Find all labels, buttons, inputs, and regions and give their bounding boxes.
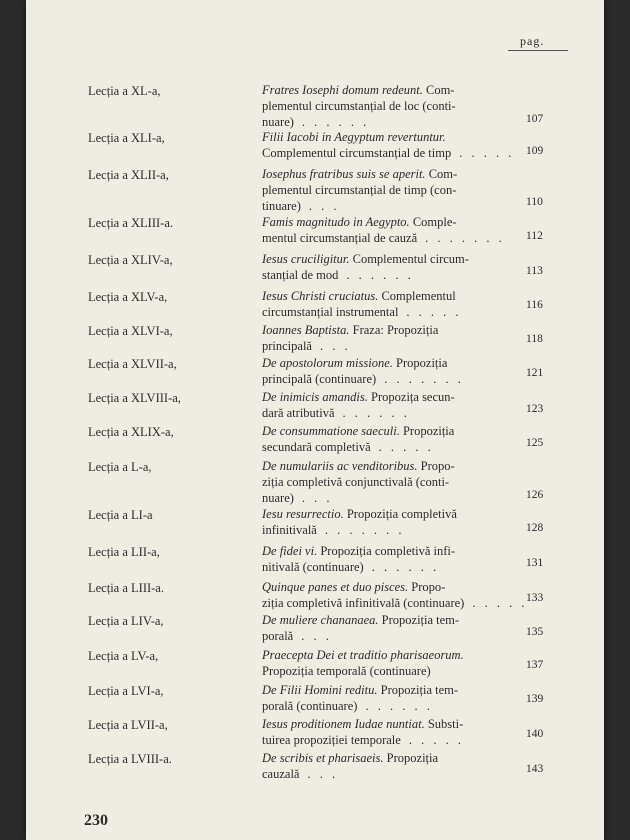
leader-dots: . . . . . . .: [425, 231, 505, 245]
leader-dots: . . . . . .: [301, 115, 370, 129]
page-ref: 143: [526, 763, 544, 775]
lesson-description: [262, 612, 518, 644]
description-text: Complementul: [381, 289, 456, 303]
page-ref: 135: [526, 626, 544, 638]
leader-dots: . . . . . .: [346, 268, 414, 282]
lesson-label: Lecția a XLI-a,: [88, 131, 165, 145]
page-ref: 139: [526, 693, 544, 705]
lesson-title: Filii Iacobi in Aegyptum revertuntur.: [262, 130, 446, 144]
page-ref: 107: [526, 113, 544, 125]
description-text: Propoziția completivă infi-: [320, 544, 456, 558]
page-ref: 128: [526, 522, 544, 534]
description-text: Propoziția tem-: [380, 683, 459, 697]
lesson-label: Lecția a XLIII-a.: [88, 216, 174, 230]
page-ref: 116: [526, 299, 543, 311]
lesson-label: Lecția a LVIII-a.: [88, 752, 172, 766]
book-page: [26, 0, 604, 840]
leader-dots: . . .: [308, 199, 340, 213]
lesson-title: Famis magnitudo in Aegypto.: [262, 215, 410, 229]
leader-dots: . . . . .: [408, 733, 464, 747]
description-text: Propoziția: [402, 424, 455, 438]
lesson-title: De inimicis amandis.: [262, 390, 368, 404]
lesson-description: [262, 129, 518, 161]
description-text: nuare): [262, 491, 294, 505]
leader-dots: . . .: [301, 491, 333, 505]
leader-dots: . . . . .: [378, 440, 434, 454]
lesson-title: Ioannes Baptista.: [262, 323, 350, 337]
lesson-label: Lecția a LIV-a,: [88, 614, 164, 628]
lesson-description: [262, 423, 518, 455]
description-text: infinitivală: [262, 523, 317, 537]
lesson-description: [262, 647, 518, 679]
pag-header: pag.: [520, 34, 545, 48]
description-text: stanțial de mod: [262, 268, 339, 282]
lesson-title: De fidei vi.: [262, 544, 318, 558]
lesson-description: [262, 355, 518, 387]
description-text: Comple-: [412, 215, 457, 229]
lesson-label: Lecția a XLV-a,: [88, 290, 168, 304]
page-ref: 131: [526, 557, 544, 569]
lesson-description: [262, 288, 518, 320]
description-text: Propoziția completivă: [346, 507, 457, 521]
leader-dots: . . . . . . .: [324, 523, 405, 537]
lesson-description: [262, 506, 518, 538]
description-text: Propoziția tem-: [381, 613, 460, 627]
lesson-label: Lecția a XLIX-a,: [88, 425, 174, 439]
lesson-description: [262, 543, 518, 575]
leader-dots: . . . . . . .: [384, 372, 464, 386]
lesson-label: Lecția a LVI-a,: [88, 684, 164, 698]
lesson-title: De Filii Homini reditu.: [262, 683, 378, 697]
description-text: plementul circumstanțial de loc (conti-: [262, 99, 456, 113]
lesson-description: [262, 251, 518, 283]
leader-dots: . . .: [301, 629, 332, 643]
lesson-description: [262, 579, 528, 611]
leader-dots: . . .: [307, 767, 339, 781]
lesson-label: Lecția a LVII-a,: [88, 718, 168, 732]
description-text: ziția completivă conjunctivală (conti-: [262, 475, 450, 489]
leader-dots: . . .: [319, 339, 351, 353]
description-text: Complementul circum-: [352, 252, 469, 266]
description-text: tuirea propoziției temporale: [262, 733, 401, 747]
page-ref: 133: [526, 592, 544, 604]
lesson-title: De consummatione saeculi.: [262, 424, 400, 438]
page-ref: 109: [526, 145, 544, 157]
description-text: Com-: [428, 167, 458, 181]
description-text: Complementul circumstanțial de timp: [262, 146, 452, 160]
lesson-label: Lecția a XLII-a,: [88, 168, 169, 182]
description-text: Fraza: Propoziția: [352, 323, 439, 337]
lesson-label: Lecția a LII-a,: [88, 545, 160, 559]
lesson-label: Lecția a XLVII-a,: [88, 357, 177, 371]
page-ref: 126: [526, 489, 544, 501]
description-text: Propoziția: [386, 751, 439, 765]
page-ref: 121: [526, 367, 544, 379]
description-text: nuare): [262, 115, 294, 129]
lesson-label: Lecția a XLVI-a,: [88, 324, 173, 338]
page-ref: 110: [526, 196, 543, 208]
lesson-title: De muliere chananaea.: [262, 613, 379, 627]
page-ref: 137: [526, 659, 544, 671]
leader-dots: . . . . . .: [342, 406, 410, 420]
leader-dots: . . . . .: [472, 596, 528, 610]
lesson-description: [262, 322, 518, 354]
description-text: plementul circumstanțial de timp (con-: [262, 183, 457, 197]
page-ref: 118: [526, 333, 543, 345]
page-ref: 125: [526, 437, 544, 449]
description-text: Propoziția temporală (continuare): [262, 664, 431, 678]
lesson-description: [262, 682, 518, 714]
lesson-label: Lecția a LI-a: [88, 508, 153, 522]
lesson-label: Lecția a LIII-a.: [88, 581, 164, 595]
lesson-title: De numulariis ac venditoribus.: [262, 459, 418, 473]
lesson-description: [262, 389, 518, 421]
description-text: principală (continuare): [262, 372, 377, 386]
description-text: mentul circumstanțial de cauză: [262, 231, 418, 245]
lesson-description: [262, 750, 518, 782]
lesson-label: Lecția a XL-a,: [88, 84, 161, 98]
lesson-title: Iosephus fratribus suis se aperit.: [262, 167, 426, 181]
lesson-title: Iesus Christi cruciatus.: [262, 289, 379, 303]
leader-dots: . . . . . .: [371, 560, 440, 574]
description-text: Substi-: [427, 717, 464, 731]
lesson-description: [262, 716, 518, 748]
leader-dots: . . . . . .: [365, 699, 433, 713]
lesson-title: De scribis et pharisaeis.: [262, 751, 384, 765]
page-ref: 112: [526, 230, 543, 242]
page-ref: 113: [526, 265, 543, 277]
leader-dots: . . . . .: [459, 146, 515, 160]
description-text: cauzală: [262, 767, 300, 781]
lesson-title: Praecepta Dei et traditio pharisaeorum.: [262, 648, 464, 662]
page-ref: 123: [526, 403, 544, 415]
description-text: ziția completivă infinitivală (continuare): [262, 596, 465, 610]
lesson-title: Iesu resurrectio.: [262, 507, 344, 521]
lesson-title: Iesus cruciligitur.: [262, 252, 350, 266]
description-text: porală (continuare): [262, 699, 358, 713]
lesson-title: De apostolorum missione.: [262, 356, 393, 370]
description-text: dară atributivă: [262, 406, 335, 420]
lesson-title: Quinque panes et duo pisces.: [262, 580, 409, 594]
lesson-description: [262, 458, 518, 506]
description-text: Com-: [425, 83, 455, 97]
lesson-description: [262, 82, 518, 130]
description-text: circumstanțial instrumental: [262, 305, 399, 319]
lesson-title: Iesus proditionem Iudae nuntiat.: [262, 717, 425, 731]
description-text: Propo-: [411, 580, 446, 594]
lesson-description: [262, 214, 518, 246]
lesson-label: Lecția a XLVIII-a,: [88, 391, 181, 405]
lesson-description: [262, 166, 518, 214]
description-text: nitivală (continuare): [262, 560, 364, 574]
lesson-label: Lecția a L-a,: [88, 460, 152, 474]
description-text: Propozița secun-: [371, 390, 455, 404]
description-text: principală: [262, 339, 312, 353]
lesson-label: Lecția a XLIV-a,: [88, 253, 173, 267]
description-text: porală: [262, 629, 294, 643]
header-rule: [508, 50, 568, 51]
description-text: secundară completivă: [262, 440, 371, 454]
description-text: Propo-: [420, 459, 455, 473]
page-number: 230: [84, 812, 108, 829]
page-ref: 140: [526, 728, 544, 740]
leader-dots: . . . . .: [406, 305, 462, 319]
lesson-label: Lecția a LV-a,: [88, 649, 159, 663]
description-text: Propoziția: [396, 356, 448, 370]
lesson-title: Fratres Iosephi domum redeunt.: [262, 83, 423, 97]
description-text: tinuare): [262, 199, 301, 213]
